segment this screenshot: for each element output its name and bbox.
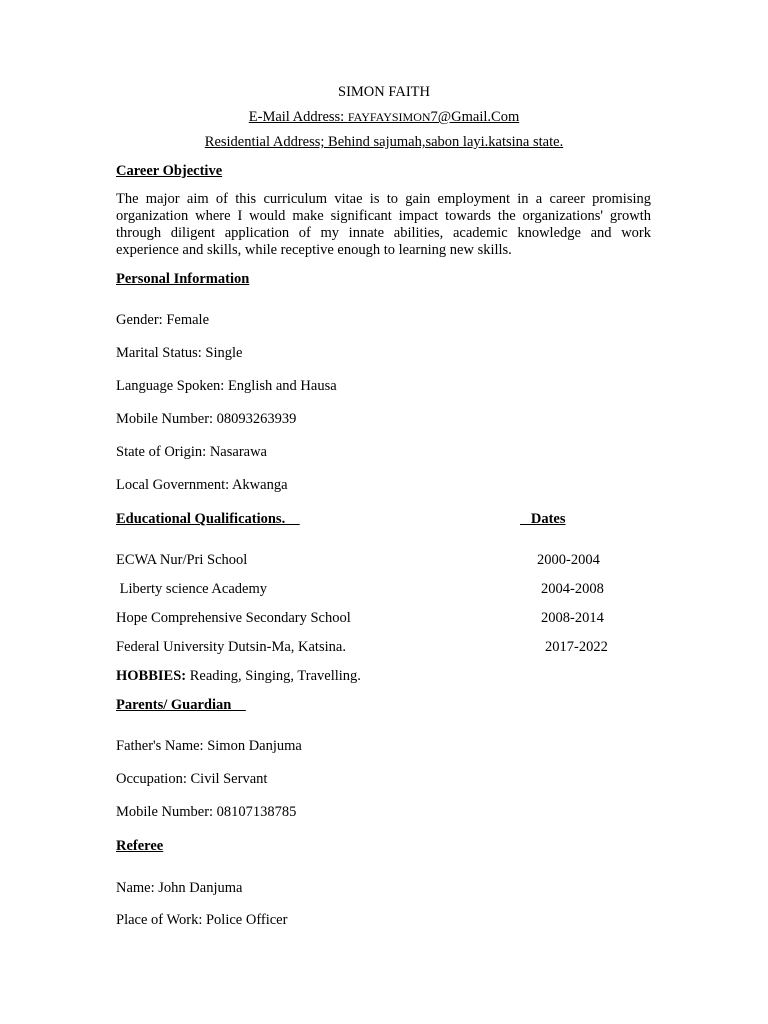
email-line bbox=[0, 109, 768, 126]
education-school: Federal University Dutsin-Ma, Katsina. bbox=[116, 639, 346, 655]
education-dates: 2008-2014 bbox=[541, 610, 604, 626]
personal-gender: Gender: Female bbox=[116, 312, 210, 328]
personal-mobile: Mobile Number: 08093263939 bbox=[116, 411, 297, 427]
personal-marital-status: Marital Status: Single bbox=[116, 345, 243, 361]
education-school: Liberty science Academy bbox=[116, 581, 267, 597]
education-dates: 2000-2004 bbox=[537, 552, 600, 568]
personal-state: State of Origin: Nasarawa bbox=[116, 444, 267, 460]
email-user: FAYFAYSIMON bbox=[347, 110, 431, 124]
career-objective-heading: Career Objective bbox=[116, 163, 223, 179]
education-heading: Educational Qualifications. bbox=[116, 511, 300, 527]
personal-language: Language Spoken: English and Hausa bbox=[116, 378, 337, 394]
hobbies-text: Reading, Singing, Travelling. bbox=[186, 668, 361, 684]
parent-mobile: Mobile Number: 08107138785 bbox=[116, 804, 297, 820]
applicant-name: SIMON FAITH bbox=[338, 84, 430, 100]
referee-workplace: Place of Work: Police Officer bbox=[116, 912, 288, 928]
education-dates: 2004-2008 bbox=[541, 581, 604, 597]
residential-address: Residential Address; Behind sajumah,sabon layi.katsina state. bbox=[204, 134, 564, 150]
email-label: E-Mail Address: bbox=[248, 109, 348, 125]
education-dates: 2017-2022 bbox=[545, 639, 608, 655]
referee-heading: Referee bbox=[116, 838, 164, 854]
referee-name: Name: John Danjuma bbox=[116, 880, 243, 896]
personal-lga: Local Government: Akwanga bbox=[116, 477, 288, 493]
parent-name: Father's Name: Simon Danjuma bbox=[116, 738, 302, 754]
dates-heading: Dates bbox=[520, 511, 566, 527]
email-rest: 7@Gmail.Com bbox=[430, 109, 520, 125]
parents-heading: Parents/ Guardian bbox=[116, 697, 246, 713]
education-school: Hope Comprehensive Secondary School bbox=[116, 610, 351, 626]
career-objective-text: The major aim of this curriculum vitae is to gain employment in a career promising organization where I would make significant impact towards the organizations' growth through diligent application of my innate abilities, academic knowledge and work experience and skills, while receptive enough to learning new skills. bbox=[116, 191, 651, 258]
hobbies-label: HOBBIES: bbox=[116, 668, 187, 684]
education-school: ECWA Nur/Pri School bbox=[116, 552, 248, 568]
personal-info-heading: Personal Information bbox=[116, 271, 250, 287]
parent-occupation: Occupation: Civil Servant bbox=[116, 771, 268, 787]
hobbies-line bbox=[116, 668, 361, 685]
